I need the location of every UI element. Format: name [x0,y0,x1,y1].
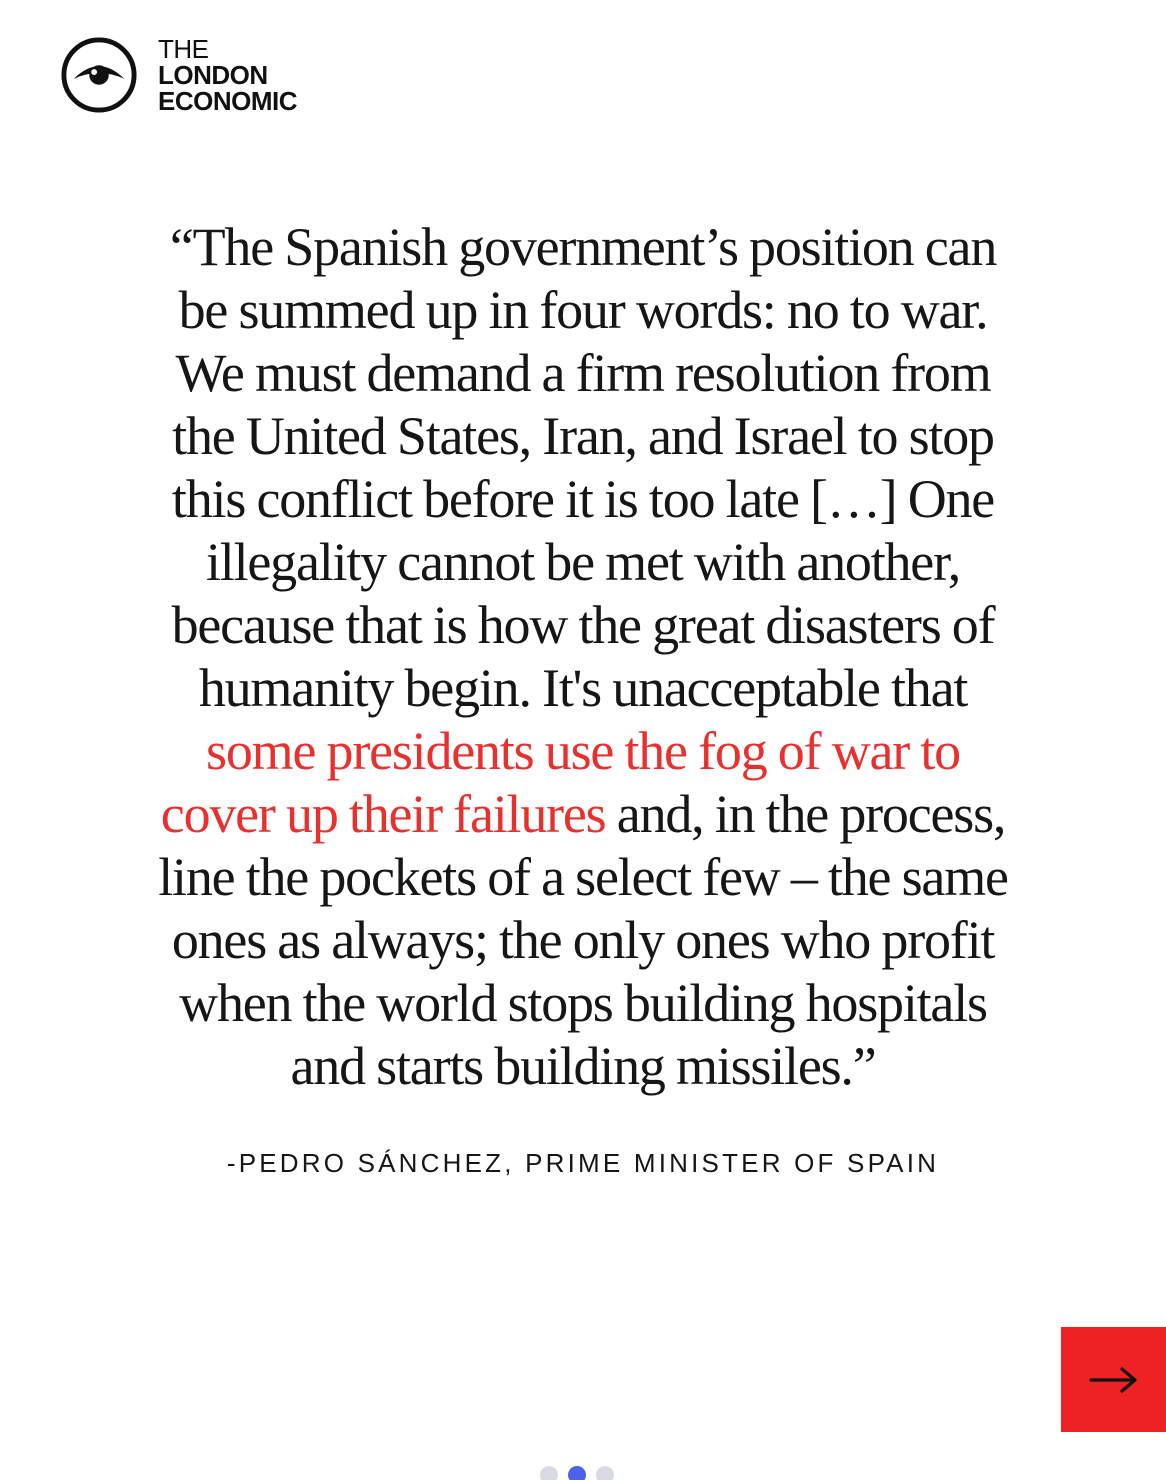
arrow-right-icon [1089,1365,1139,1395]
eye-icon [60,36,138,114]
quote-highlight: cover up their failures [160,784,606,844]
quote-line: line the pockets of a select few – the same [158,847,1008,907]
quote-line: and, in the process, [605,784,1006,844]
quote-attribution: -PEDRO SÁNCHEZ, PRIME MINISTER OF SPAIN [226,1148,940,1178]
quote-line: be summed up in four words: no to war. [178,280,988,340]
quote-line: because that is how the great disasters of [171,595,995,655]
carousel-pagination [540,1466,614,1480]
brand-name [158,36,297,114]
quote-line: and starts building missiles.” [290,1036,876,1096]
brand-logo[interactable] [60,36,297,114]
quote-line: ones as always; the only ones who profit [171,910,995,970]
quote-highlight: some presidents use the fog of war to [206,721,960,781]
pagination-dot-active[interactable] [568,1466,586,1480]
pagination-dot[interactable] [540,1466,558,1480]
quote-line: this conflict before it is too late […] One [171,469,995,529]
quote-line: “The Spanish government’s position can [169,217,997,277]
brand-name-line-1: THE [158,34,209,64]
brand-name-line-3: ECONOMIC [158,86,297,116]
quote-line: when the world stops building hospitals [179,973,987,1033]
quote-line: the United States, Iran, and Israel to stop [172,406,994,466]
pagination-dot[interactable] [596,1466,614,1480]
quote-line: humanity begin. It's unacceptable that [198,658,968,718]
brand-name-line-2: LONDON [158,60,268,90]
next-slide-button[interactable] [1061,1327,1166,1432]
quote-line: illegality cannot be met with another, [206,532,960,592]
quote-line: We must demand a firm resolution from [175,343,991,403]
quote-text [60,216,1106,1098]
